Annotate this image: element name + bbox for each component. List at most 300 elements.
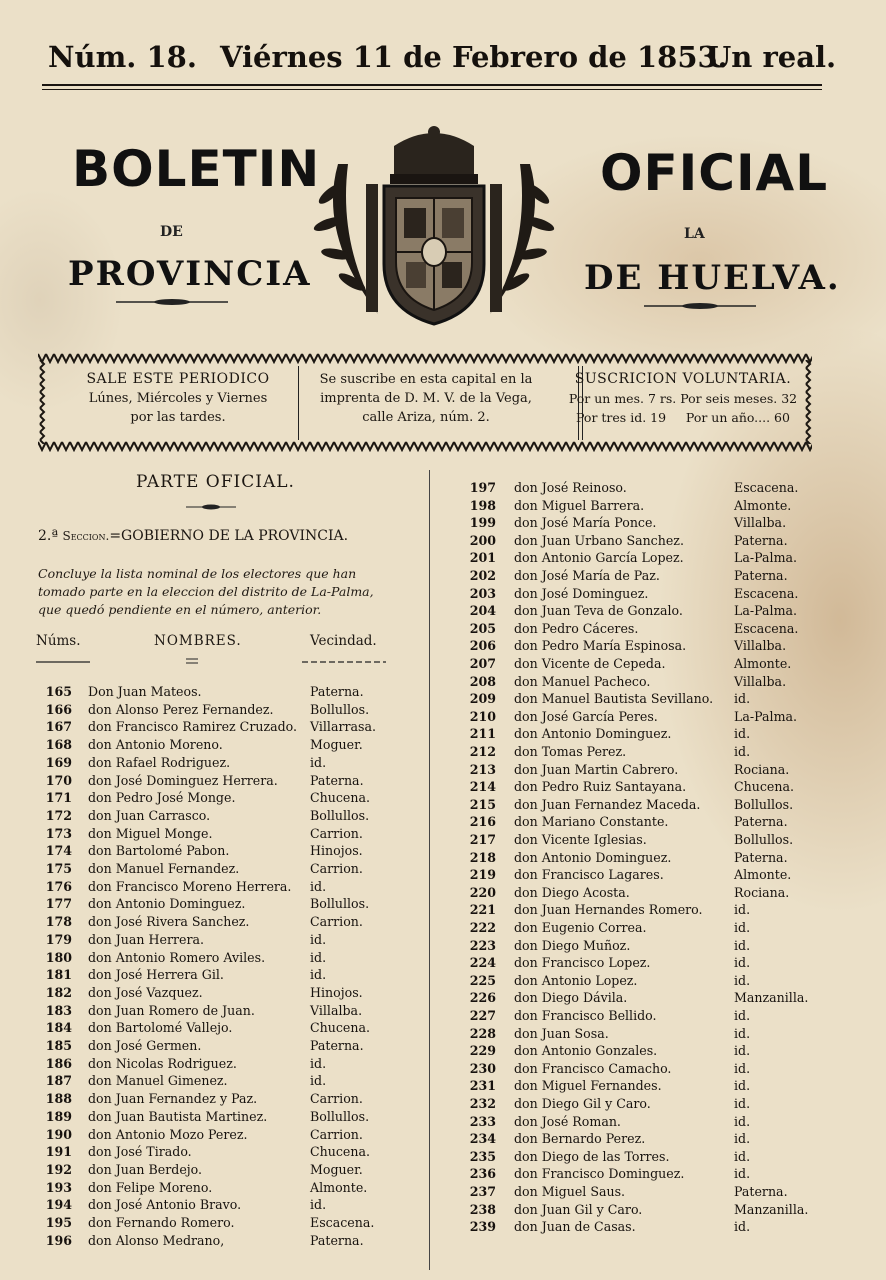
voter-number: 229: [469, 1043, 496, 1059]
schedule-time: por las tardes.: [130, 410, 226, 425]
voter-place: Paterna.: [734, 814, 788, 830]
voter-name: don Vicente de Cepeda.: [514, 656, 666, 671]
table-row: [462, 1201, 824, 1219]
voter-number: 231: [469, 1078, 496, 1094]
voter-name: don Juan Romero de Juan.: [88, 1002, 255, 1018]
voter-number: 169: [45, 754, 72, 770]
voter-place: id.: [734, 955, 751, 971]
location-line-3: calle Ariza, núm. 2.: [362, 410, 490, 425]
voter-name: don Miguel Monge.: [88, 825, 213, 841]
voter-place: Paterna.: [734, 849, 788, 865]
voter-number: 197: [469, 480, 496, 495]
table-row: [462, 602, 824, 620]
voter-number: 202: [469, 568, 496, 583]
masthead-de: DE: [160, 224, 183, 240]
issue-date: Viérnes 11 de Febrero de 1853.: [220, 40, 728, 74]
voter-number: 187: [45, 1073, 72, 1089]
voter-number: 216: [469, 814, 496, 830]
voter-name: don Antonio García Lopez.: [514, 550, 684, 566]
header-nums: Núms.: [36, 633, 81, 649]
issue-number: Núm. 18.: [48, 40, 197, 74]
voter-name: don José Herrera Gil.: [88, 967, 224, 983]
voter-place: id.: [734, 972, 751, 988]
voter-place: Villalba.: [734, 673, 787, 689]
voter-name: don Mariano Constante.: [514, 814, 669, 830]
voter-number: 203: [469, 585, 496, 601]
table-row: [462, 1042, 824, 1060]
voter-name: don Alonso Perez Fernandez.: [88, 701, 274, 717]
voter-name: don Miguel Saus.: [514, 1184, 626, 1199]
voter-place: Bollullos.: [734, 832, 794, 847]
voter-name: don José Dominguez.: [514, 585, 649, 601]
voter-name: don Juan Gil y Caro.: [514, 1201, 643, 1217]
table-row: [462, 796, 824, 814]
voter-place: Villalba.: [310, 1002, 363, 1018]
table-row: [38, 683, 400, 701]
subtitle-seccion: Seccion.: [62, 529, 110, 543]
voter-name: don Diego de las Torres.: [514, 1148, 670, 1164]
voter-place: id.: [734, 902, 751, 918]
column-divider: [429, 470, 430, 1270]
voter-number: 198: [469, 497, 496, 513]
voter-name: don Pedro José Monge.: [88, 790, 236, 806]
voter-number: 191: [45, 1144, 72, 1160]
voter-place: id.: [310, 931, 327, 947]
voter-place: id.: [734, 1166, 751, 1182]
table-row: [38, 895, 400, 913]
table-row: [38, 1143, 400, 1161]
voter-name: don Francisco Ramirez Cruzado.: [88, 719, 298, 735]
left-flourish-ornament: [112, 296, 232, 308]
table-row: [462, 1077, 824, 1095]
voter-number: 220: [469, 884, 496, 900]
table-row: [462, 1113, 824, 1131]
header-names: NOMBRES.: [154, 633, 242, 649]
voter-name: don Francisco Camacho.: [514, 1060, 672, 1076]
voter-number: 217: [469, 832, 496, 847]
voter-number: 189: [45, 1108, 72, 1124]
voter-number: 206: [469, 638, 496, 654]
voter-name: don Francisco Lopez.: [514, 955, 651, 971]
voter-name: don Francisco Lagares.: [514, 867, 664, 883]
voter-number: 208: [469, 673, 496, 689]
voter-place: Moguer.: [310, 737, 363, 753]
voter-name: don Miguel Barrera.: [514, 497, 645, 513]
voter-name: don Vicente Iglesias.: [514, 832, 647, 847]
voter-place: Carrion.: [310, 1126, 363, 1142]
voter-place: Chucena.: [310, 790, 370, 806]
table-row: [462, 866, 824, 884]
voter-number: 199: [469, 515, 496, 531]
table-row: [462, 813, 824, 831]
left-side-border: [38, 360, 46, 444]
voter-place: Chucena.: [310, 1144, 370, 1160]
voter-place: id.: [734, 1008, 751, 1023]
voter-name: don Fernando Romero.: [88, 1215, 235, 1230]
voter-name: don Diego Acosta.: [514, 884, 630, 900]
location-line-1: Se suscribe en esta capital en la: [319, 372, 533, 387]
table-row: [38, 1179, 400, 1197]
voter-number: 238: [469, 1201, 496, 1217]
voter-number: 192: [45, 1161, 72, 1177]
voter-name: don Juan Urbano Sanchez.: [514, 532, 684, 548]
subscription-location: [306, 370, 546, 427]
table-row: [462, 849, 824, 867]
voter-place: Paterna.: [310, 772, 364, 788]
voter-name: don José Tirado.: [88, 1144, 192, 1160]
table-row: [38, 807, 400, 825]
voter-place: Bollullos.: [310, 1108, 370, 1124]
voter-name: don Miguel Fernandes.: [514, 1078, 662, 1094]
table-row: [38, 1161, 400, 1179]
table-row: [38, 1108, 400, 1126]
table-row: [462, 1218, 824, 1236]
section-title: PARTE OFICIAL.: [136, 472, 295, 492]
voter-place: id.: [310, 878, 327, 894]
voter-name: don Juan Fernandez Maceda.: [514, 796, 701, 812]
voter-place: La-Palma.: [734, 550, 798, 566]
voter-number: 223: [469, 937, 496, 953]
voter-number: 194: [45, 1197, 72, 1213]
voter-place: id.: [310, 754, 327, 770]
voter-place: Hinojos.: [310, 984, 363, 1000]
voter-number: 185: [45, 1038, 72, 1053]
voter-place: Paterna.: [310, 684, 364, 699]
voter-number: 167: [45, 719, 72, 735]
voter-number: 239: [469, 1219, 496, 1235]
voter-name: don Juan Hernandes Romero.: [514, 902, 703, 918]
voter-number: 224: [469, 955, 496, 971]
table-row: [38, 772, 400, 790]
voter-place: id.: [310, 1073, 327, 1089]
table-row: [462, 761, 824, 779]
table-row: [462, 954, 824, 972]
table-row: [462, 549, 824, 567]
voter-number: 188: [45, 1091, 72, 1107]
voter-name: don Diego Dávila.: [514, 990, 628, 1006]
header-underlines: [36, 656, 390, 666]
table-row: [38, 949, 400, 967]
voter-place: Escacena.: [734, 585, 799, 601]
voter-place: Almonte.: [310, 1179, 368, 1195]
table-row: [38, 1037, 400, 1055]
voter-name: don Juan de Casas.: [514, 1219, 636, 1235]
masthead-provincia: PROVINCIA: [68, 254, 312, 294]
voter-name: don Francisco Moreno Herrera.: [88, 878, 292, 894]
voter-place: id.: [734, 1096, 751, 1111]
voter-name: don Antonio Dominguez.: [514, 726, 672, 742]
voter-place: Rociana.: [734, 884, 790, 900]
table-row: [462, 989, 824, 1007]
voter-place: id.: [310, 949, 327, 965]
voter-place: id.: [734, 920, 751, 935]
voter-name: don Antonio Gonzales.: [514, 1043, 658, 1059]
voter-number: 186: [45, 1055, 72, 1071]
voter-name: don Juan Berdejo.: [88, 1161, 203, 1177]
voter-name: don Juan Bautista Martinez.: [88, 1108, 268, 1124]
voter-place: Escacena.: [734, 620, 799, 636]
table-row: [462, 497, 824, 515]
table-row: [462, 1060, 824, 1078]
voter-place: Bollullos.: [734, 796, 794, 812]
table-row: [38, 1072, 400, 1090]
voter-number: 170: [45, 772, 72, 788]
voter-place: Paterna.: [734, 1184, 788, 1199]
voter-name: don Felipe Moreno.: [88, 1179, 213, 1195]
header-rule: [42, 84, 822, 90]
prices-line-2: Por tres id. 19 Por un año.... 60: [576, 410, 790, 425]
voter-name: don Diego Gil y Caro.: [514, 1096, 651, 1111]
voter-place: Paterna.: [734, 532, 788, 548]
voter-number: 207: [469, 656, 496, 671]
voter-number: 210: [469, 708, 496, 724]
voter-number: 180: [45, 949, 72, 965]
voter-number: 168: [45, 737, 72, 753]
voter-place: id.: [734, 691, 751, 707]
voter-name: don José Vazquez.: [88, 984, 203, 1000]
table-row: [462, 690, 824, 708]
voter-number: 165: [45, 684, 72, 699]
voter-name: don José Roman.: [514, 1113, 621, 1129]
intro-paragraph: Concluye la lista nominal de los electores que han tomado parte en la eleccion del distrito de La-Palma, que quedó pendiente en el número, anterior.: [38, 566, 374, 617]
voter-place: Escacena.: [310, 1215, 375, 1230]
voter-place: Moguer.: [310, 1161, 363, 1177]
table-row: [462, 514, 824, 532]
voter-name: don José Reinoso.: [514, 480, 627, 495]
prices-heading: SUSCRICION VOLUNTARIA.: [574, 371, 792, 387]
voter-place: id.: [734, 1148, 751, 1164]
voter-place: id.: [734, 1025, 751, 1041]
voter-place: Manzanilla.: [734, 1201, 809, 1217]
voter-number: 205: [469, 620, 496, 636]
voter-name: don José María de Paz.: [514, 568, 660, 583]
voter-number: 181: [45, 967, 72, 983]
voter-place: Villarrasa.: [310, 719, 376, 735]
voter-name: don Manuel Gimenez.: [88, 1073, 228, 1089]
bottom-zigzag-border: [38, 440, 812, 452]
issue-headline: [44, 38, 837, 82]
voter-place: Bollullos.: [310, 701, 370, 717]
voter-number: 228: [469, 1025, 496, 1041]
voter-name: don Juan Teva de Gonzalo.: [514, 603, 683, 619]
voter-name: don José Germen.: [88, 1038, 202, 1053]
table-row: [462, 655, 824, 673]
voter-number: 233: [469, 1113, 496, 1129]
table-row: [462, 901, 824, 919]
voter-place: Carrion.: [310, 1091, 363, 1107]
voter-name: don Antonio Moreno.: [88, 737, 223, 753]
voter-name: don Diego Muñoz.: [514, 937, 631, 953]
voter-name: Don Juan Mateos.: [88, 684, 202, 699]
voter-number: 195: [45, 1215, 72, 1230]
voter-name: don José Dominguez Herrera.: [88, 772, 278, 788]
voter-place: Almonte.: [734, 867, 792, 883]
publication-schedule: [58, 370, 298, 427]
voter-place: Chucena.: [310, 1020, 370, 1036]
table-row: [38, 1126, 400, 1144]
voter-name: don Juan Herrera.: [88, 931, 205, 947]
table-row: [462, 1130, 824, 1148]
voter-place: id.: [734, 1219, 751, 1235]
voter-name: don Bartolomé Vallejo.: [88, 1020, 233, 1036]
voter-name: don Antonio Mozo Perez.: [88, 1126, 248, 1142]
voter-number: 232: [469, 1096, 496, 1111]
voter-number: 193: [45, 1179, 72, 1195]
voter-number: 177: [45, 896, 72, 912]
voter-place: id.: [734, 744, 751, 759]
voter-number: 171: [45, 790, 72, 806]
voter-number: 227: [469, 1008, 496, 1023]
voter-place: Rociana.: [734, 761, 790, 777]
top-zigzag-border: [38, 352, 812, 364]
voter-name: don Pedro Ruiz Santayana.: [514, 779, 687, 795]
table-row: [462, 1165, 824, 1183]
voter-place: id.: [734, 1078, 751, 1094]
voter-place: Bollullos.: [310, 896, 370, 912]
voter-name: don José García Peres.: [514, 708, 658, 724]
table-row: [462, 708, 824, 726]
voter-number: 172: [45, 807, 72, 823]
table-row: [38, 1002, 400, 1020]
table-row: [462, 831, 824, 849]
voter-place: Carrion.: [310, 861, 363, 876]
voter-name: don Pedro Cáceres.: [514, 620, 639, 636]
voter-name: don Antonio Romero Aviles.: [88, 949, 266, 965]
table-row: [38, 1214, 400, 1232]
voter-number: 235: [469, 1148, 496, 1164]
voter-number: 200: [469, 532, 496, 548]
voter-number: 218: [469, 849, 496, 865]
voter-name: don Juan Martin Cabrero.: [514, 761, 679, 777]
voter-number: 209: [469, 691, 496, 707]
voter-number: 226: [469, 990, 496, 1006]
table-row: [38, 701, 400, 719]
table-row: [462, 884, 824, 902]
voter-number: 237: [469, 1184, 496, 1199]
voter-name: don Manuel Fernandez.: [88, 861, 240, 876]
table-row: [38, 736, 400, 754]
info-divider-left: [298, 366, 299, 440]
table-row: [38, 1019, 400, 1037]
voter-number: 212: [469, 744, 496, 759]
table-row: [38, 754, 400, 772]
right-flourish-ornament: [640, 300, 760, 312]
table-row: [38, 1055, 400, 1073]
voter-place: Villalba.: [734, 515, 787, 531]
voter-name: don Tomas Perez.: [514, 744, 627, 759]
voter-number: 236: [469, 1166, 496, 1182]
voter-name: don Pedro María Espinosa.: [514, 638, 687, 654]
voter-number: 175: [45, 861, 72, 876]
table-row: [462, 673, 824, 691]
voter-number: 211: [469, 726, 496, 742]
voter-place: id.: [734, 726, 751, 742]
table-row: [38, 825, 400, 843]
voter-place: Villalba.: [734, 638, 787, 654]
voter-number: 173: [45, 825, 72, 841]
voter-name: don José Antonio Bravo.: [88, 1197, 242, 1213]
voter-number: 234: [469, 1131, 496, 1147]
voter-number: 166: [45, 701, 72, 717]
voter-name: don Eugenio Correa.: [514, 920, 647, 935]
voter-name: don José Rivera Sanchez.: [88, 914, 250, 930]
coat-of-arms-emblem: [308, 124, 560, 332]
voter-name: don Rafael Rodriguez.: [88, 754, 231, 770]
voter-number: 221: [469, 902, 496, 918]
table-row: [462, 1148, 824, 1166]
voter-name: don Juan Sosa.: [514, 1025, 609, 1041]
table-row: [38, 718, 400, 736]
section-subtitle: 2.ª Seccion.=GOBIERNO DE LA PROVINCIA.: [38, 528, 349, 544]
voter-place: Paterna.: [310, 1232, 364, 1248]
voter-name: don Nicolas Rodriguez.: [88, 1055, 237, 1071]
voter-name: don Antonio Dominguez.: [514, 849, 672, 865]
table-row: [38, 913, 400, 931]
table-row: [38, 1232, 400, 1250]
voter-number: 222: [469, 920, 496, 935]
voter-place: id.: [734, 1043, 751, 1059]
masthead-de-huelva: DE HUELVA.: [584, 258, 841, 298]
table-row: [462, 937, 824, 955]
table-row: [462, 919, 824, 937]
voter-place: Hinojos.: [310, 843, 363, 859]
voter-place: id.: [310, 1197, 327, 1213]
table-row: [38, 931, 400, 949]
table-row: [462, 620, 824, 638]
voter-number: 179: [45, 931, 72, 947]
voter-number: 174: [45, 843, 72, 859]
voter-place: id.: [734, 1060, 751, 1076]
table-row: [462, 972, 824, 990]
voter-number: 204: [469, 603, 496, 619]
voter-number: 225: [469, 972, 496, 988]
voter-name: don Antonio Dominguez.: [88, 896, 246, 912]
voter-number: 230: [469, 1060, 496, 1076]
voter-place: id.: [734, 1113, 751, 1129]
table-row: [462, 1007, 824, 1025]
voter-number: 178: [45, 914, 72, 930]
voter-place: id.: [734, 937, 751, 953]
table-row: [462, 778, 824, 796]
voter-number: 183: [45, 1002, 72, 1018]
voter-number: 176: [45, 878, 72, 894]
voter-place: Bollullos.: [310, 807, 370, 823]
voter-name: don Manuel Bautista Sevillano.: [514, 691, 714, 707]
table-row: [38, 789, 400, 807]
subtitle-government: GOBIERNO DE LA PROVINCIA.: [121, 528, 349, 544]
voter-number: 190: [45, 1126, 72, 1142]
table-row: [38, 966, 400, 984]
voter-name: don Juan Carrasco.: [88, 807, 211, 823]
voter-place: Chucena.: [734, 779, 794, 795]
voter-place: Almonte.: [734, 656, 792, 671]
table-row: [38, 984, 400, 1002]
schedule-days: Lúnes, Miércoles y Viernes: [88, 391, 268, 406]
voter-number: 213: [469, 761, 496, 777]
voter-place: La-Palma.: [734, 603, 798, 619]
voter-place: id.: [310, 967, 327, 983]
voter-place: id.: [734, 1131, 751, 1147]
voter-number: 219: [469, 867, 496, 883]
table-row: [462, 725, 824, 743]
voter-name: don Antonio Lopez.: [514, 972, 638, 988]
masthead-oficial: OFICIAL: [600, 144, 829, 202]
voter-name: don Francisco Dominguez.: [514, 1166, 685, 1182]
voter-name: don Manuel Pacheco.: [514, 673, 651, 689]
table-row: [462, 567, 824, 585]
table-row: [462, 585, 824, 603]
prices-line-1: Por un mes. 7 rs. Por seis meses. 32: [568, 391, 798, 406]
